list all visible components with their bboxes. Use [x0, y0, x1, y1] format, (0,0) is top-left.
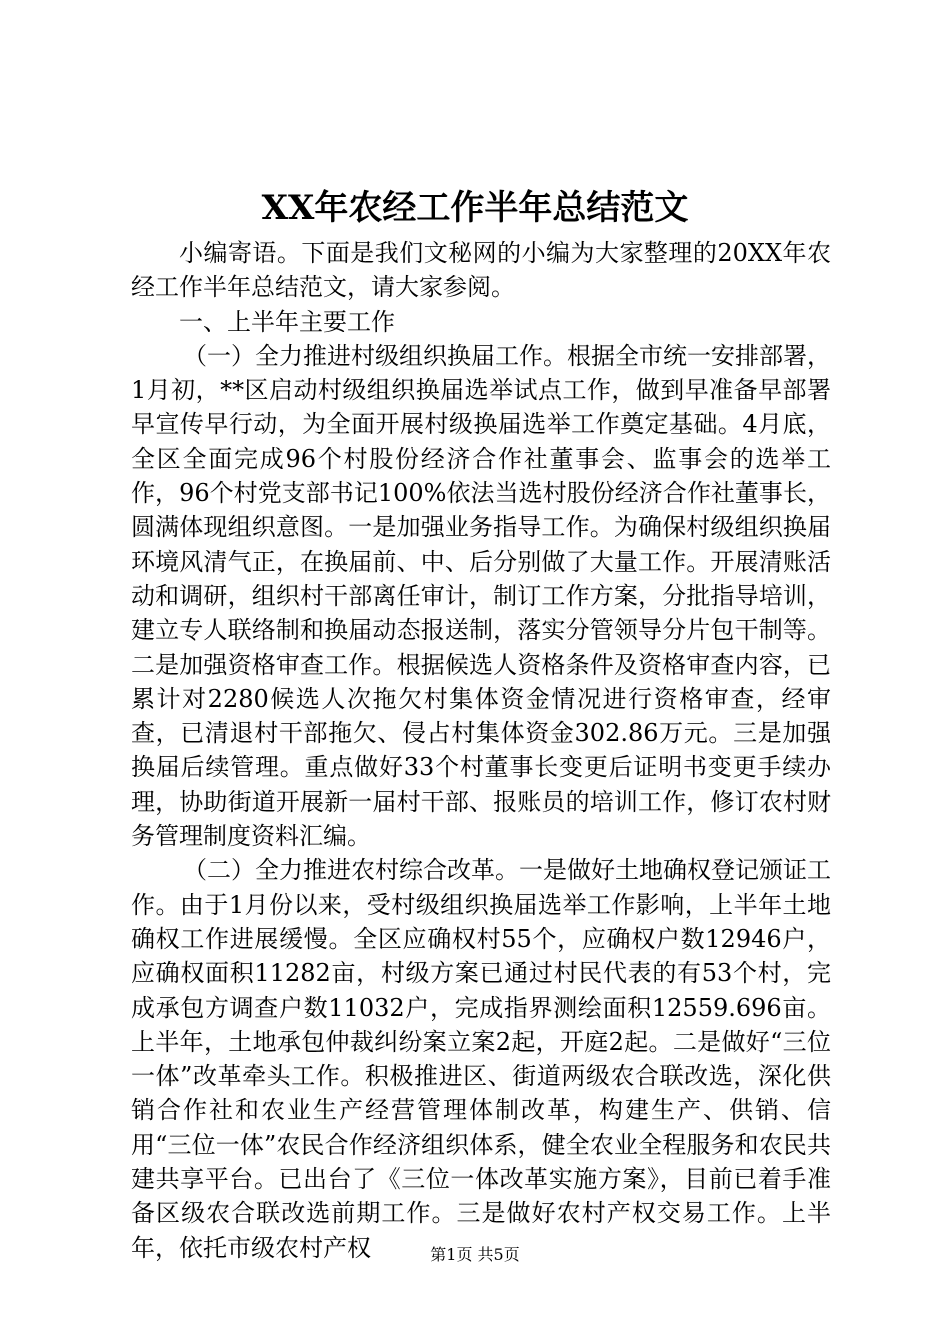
intro-paragraph: 小编寄语。下面是我们文秘网的小编为大家整理的20XX年农经工作半年总结范文，请大家参阅。	[131, 239, 831, 302]
section-heading: 一、上半年主要工作	[179, 307, 395, 336]
body-paragraph: （一）全力推进村级组织换届工作。根据全市统一安排部署，1月初，**区启动村级组织换届选举试点工作，做到早准备早部署早宣传早行动，为全面开展村级换届选举工作奠定基础。4月底，全区全面完成96个村股份经济合作社董事会、监事会的选举工作，96个村党支部书记100%依法当选村股份经济合作社董事长，圆满体现组织意图。一是加强业务指导工作。为确保村级组织换届环境风清气正，在换届前、中、后分别做了大量工作。开展清账活动和调研，组织村干部离任审计，制订工作方案，分批指导培训，建立专人联络制和换届动态报送制，落实分管领导分片包干制等。二是加强资格审查工作。根据候选人资格条件及资格审查内容，已累计对2280候选人次拖欠村集体资金情况进行资格审查，经审查，已清退村干部拖欠、侵占村集体资金302.86万元。三是加强换届后续管理。重点做好33个村董事长变更后证明书变更手续办理，协助街道开展新一届村干部、报账员的培训工作，修订农村财务管理制度资料汇编。	[131, 341, 831, 851]
document-title: XX年农经工作半年总结范文	[261, 188, 689, 228]
page-number: 第1页 共5页	[430, 1245, 520, 1264]
body-paragraph: （二）全力推进农村综合改革。一是做好土地确权登记颁证工作。由于1月份以来，受村级组织换届选举工作影响，上半年土地确权工作进展缓慢。全区应确权村55个，应确权户数12946户，应确权面积11282亩，村级方案已通过村民代表的有53个村，完成承包方调查户数11032户，完成指界测绘面积12559.696亩。上半年，土地承包仲裁纠纷案立案2起，开庭2起。二是做好“三位一体”改革牵头工作。积极推进区、街道两级农合联改选，深化供销合作社和农业生产经营管理体制改革，构建生产、供销、信用“三位一体”农民合作经济组织体系，健全农业全程服务和农民共建共享平台。已出台了《三位一体改革实施方案》，目前已着手准备区级农合联改选前期工作。三是做好农村产权交易工作。上半年，依托市级农村产权	[131, 856, 831, 1262]
document-body	[131, 236, 831, 1265]
